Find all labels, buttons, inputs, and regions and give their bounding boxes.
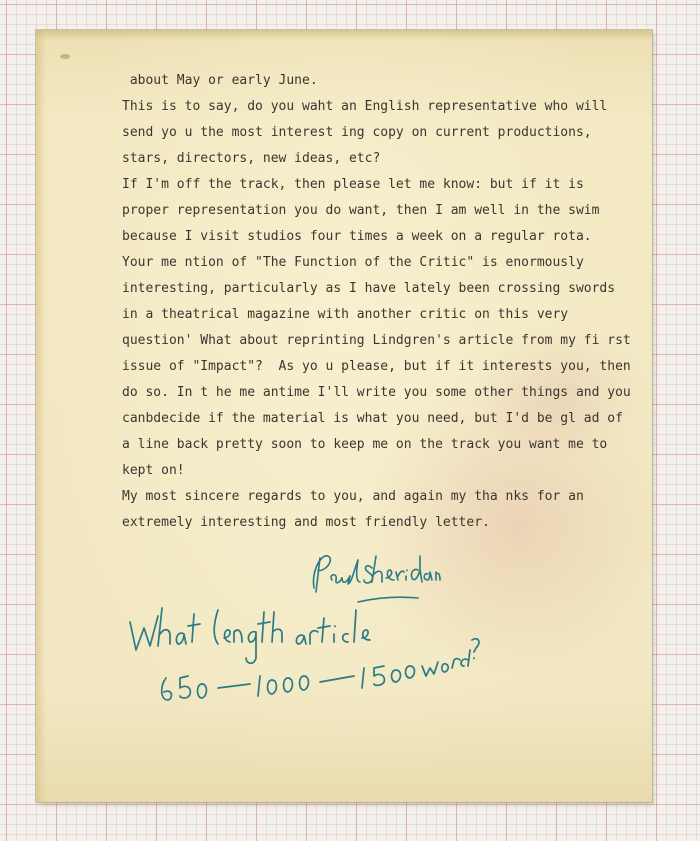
letter-line: issue of "Impact"? As yo u please, but if it interests you, then xyxy=(122,359,631,374)
paper-edge-shading xyxy=(36,30,46,802)
handwritten-annotation xyxy=(122,600,482,710)
letter-line: This is to say, do you waht an English representative who will xyxy=(122,99,608,114)
letter-line: a line back pretty soon to keep me on the track you want me to xyxy=(122,437,608,452)
letter-line: about May or early June. xyxy=(122,73,318,88)
handwritten-signature xyxy=(306,548,456,608)
paper-top-shading xyxy=(36,30,652,40)
letter-line: stars, directors, new ideas, etc? xyxy=(122,151,381,166)
letter-line: My most sincere regards to you, and again my tha nks for an xyxy=(122,489,584,504)
letter-line: proper representation you do want, then I am well in the swim xyxy=(122,203,600,218)
letter-line: If I'm off the track, then please let me know: but if it is xyxy=(122,177,584,192)
letter-line: because I visit studios four times a week on a regular rota. xyxy=(122,229,592,244)
letter-line: interesting, particularly as I have lately been crossing swords xyxy=(122,281,616,296)
letter-line: Your me ntion of "The Function of the Critic" is enormously xyxy=(122,255,584,270)
letter-line: extremely interesting and most friendly letter. xyxy=(122,515,490,530)
letter-line: send yo u the most interest ing copy on current productions, xyxy=(122,125,592,140)
pin-hole xyxy=(60,54,70,59)
letter-line: canbdecide if the material is what you need, but I'd be gl ad of xyxy=(122,411,623,426)
letter-line: question' What about reprinting Lindgren's article from my fi rst xyxy=(122,333,631,348)
letter-sheet xyxy=(36,30,652,802)
typed-letter-body xyxy=(122,68,632,536)
letter-line: kept on! xyxy=(122,463,185,478)
letter-line: do so. In t he me antime I'll write you some other things and you xyxy=(122,385,631,400)
letter-line: in a theatrical magazine with another critic on this very xyxy=(122,307,569,322)
